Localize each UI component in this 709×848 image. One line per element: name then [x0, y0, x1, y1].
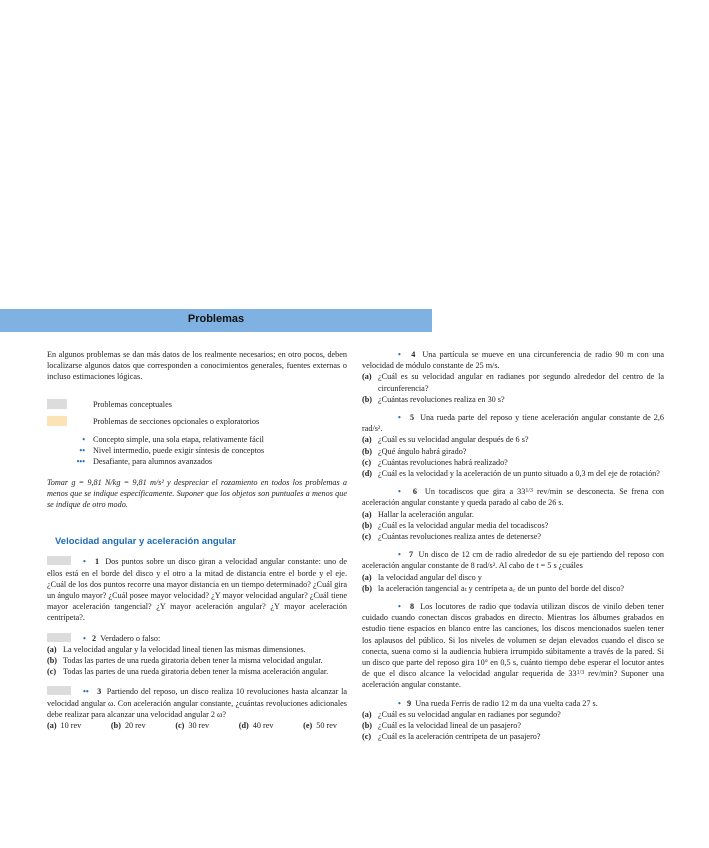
- problem-text: Una partícula se mueve en una circunferencia de radio 90 m con una velocidad de módulo constante de 25 m/s.: [362, 350, 665, 371]
- difficulty-dots: •: [83, 633, 86, 643]
- item-label: (c): [362, 457, 372, 467]
- section-banner: [0, 309, 432, 332]
- problem-text: Dos puntos sobre un disco giran a velocidad angular constante: uno de ellos está en el borde del disco y el otro a la mitad de distancia entre el borde y el eje. ¿Cuál de los dos puntos recorre una mayor distancia en un tiempo determinado? ¿Cuál gira un ángulo mayor? ¿Cuál posee mayor velocidad? ¿Y mayor velocidad angular? ¿Cuál tiene mayor aceleración tangencial? ¿Y mayor aceleración angular? ¿Y mayor aceleración centrípeta?.: [47, 557, 347, 623]
- fraction: 1/3: [576, 670, 585, 677]
- item-text: ¿Cuál es la velocidad angular media del tocadiscos?: [378, 520, 549, 530]
- conceptual-marker: [47, 686, 71, 695]
- problem-7: [362, 549, 664, 571]
- problem-number: 7: [408, 550, 414, 560]
- list-item: [362, 457, 664, 468]
- option: [239, 720, 274, 731]
- list-item: [362, 509, 664, 520]
- difficulty-dots: •: [398, 413, 401, 423]
- problem-3: [47, 686, 347, 720]
- level-dots: •: [82, 434, 85, 444]
- option: [111, 720, 146, 731]
- option-label: (e): [303, 721, 313, 731]
- difficulty-dots: •: [398, 487, 401, 497]
- item-text: ¿Cuál es la velocidad y la aceleración de un punto situado a 0,3 m del eje de rotación?: [378, 469, 660, 479]
- option: [303, 720, 337, 731]
- list-item: [362, 394, 664, 405]
- item-text: Todas las partes de una rueda giratoria deben tener la misma aceleración angular.: [63, 667, 329, 677]
- option-label: (a): [47, 721, 57, 731]
- item-text: ¿Qué ángulo habrá girado?: [378, 446, 467, 456]
- list-item: [47, 666, 347, 677]
- option-text: 10 rev: [60, 721, 82, 731]
- difficulty-dots: •: [398, 550, 401, 560]
- item-label: (b): [362, 583, 373, 593]
- difficulty-dots: •: [398, 350, 401, 359]
- answer-options: [47, 720, 337, 731]
- item-text: ¿Cuál es su velocidad angular después de 6 s?: [378, 435, 529, 445]
- list-item: [362, 468, 664, 479]
- item-text: ¿Cuál es su velocidad angular en radianes por segundo alrededor del centro de la circunferencia?: [378, 372, 664, 393]
- list-item: [362, 583, 664, 594]
- problem-text: Los locutores de radio que todavía utilizan discos de vinilo deben tener cuidado cuando conectan discos grabados en directo. Mientras los álbumes grabados en estudio tiene espacios en blanco entre las canciones, los discos mencionados suelen tener los aplausos del público. Si los niveles de volumen se dejan elevados cuando el disco se conecta, suena como si la audiencia hubiera irrumpido súbitamente a través de la pared. Si un disco que parte del reposo gira 10° en 0,5 s, cuánto tiempo debe esperar el locutor antes de que el disco alcance la velocidad angular requerida de 33: [362, 602, 664, 679]
- section-title: Velocidad angular y aceleración angular: [55, 536, 237, 548]
- item-text: la velocidad angular del disco y: [378, 572, 482, 582]
- problem-4: [362, 349, 664, 371]
- problem-text: rev/min? Suponer una aceleración angular constante.: [362, 669, 664, 690]
- level-row: [47, 434, 347, 445]
- difficulty-dots: •: [83, 557, 86, 567]
- problem-6: [362, 486, 664, 508]
- item-label: (a): [362, 372, 372, 382]
- conceptual-marker: [47, 556, 71, 565]
- list-item: [47, 655, 347, 666]
- item-label: (c): [362, 532, 372, 542]
- list-item: [362, 720, 664, 731]
- problem-number: 9: [407, 698, 412, 708]
- problem-8: [362, 601, 664, 691]
- problem-text: Verdadero o falso:: [100, 633, 161, 643]
- problem-5: [362, 412, 664, 434]
- item-label: (b): [362, 520, 373, 530]
- fraction: 1/3: [525, 488, 534, 495]
- problem-text: Una rueda Ferris de radio 12 m da una vuelta cada 27 s.: [415, 698, 598, 708]
- item-text: ¿Cuántas revoluciones habrá realizado?: [378, 457, 508, 467]
- option-text: 30 rev: [188, 721, 210, 731]
- level-row: [47, 456, 347, 467]
- legend-optional: [47, 413, 347, 430]
- legend-conceptual-label: Problemas conceptuales: [93, 399, 172, 409]
- option-text: 50 rev: [316, 721, 337, 731]
- left-column: [47, 349, 347, 731]
- yellow-swatch: [47, 416, 67, 426]
- list-item: [362, 446, 664, 457]
- level-dots: •••: [76, 456, 85, 466]
- intro-paragraph: En algunos problemas se dan más datos de los realmente necesarios; en otro pocos, deben localizarse algunos datos que corresponden a conocimientos generales, fuentes externas o incluso estimaciones lógicas.: [47, 350, 347, 382]
- level-dots: ••: [79, 445, 85, 455]
- item-text: ¿Cuál es su velocidad angular en radianes por segundo?: [378, 709, 561, 719]
- list-item: [362, 531, 664, 542]
- legend-conceptual: [47, 396, 347, 413]
- item-label: (c): [362, 732, 372, 742]
- level-text: Nivel intermedio, puede exigir síntesis de conceptos: [93, 445, 265, 455]
- problem-number: 2: [92, 633, 97, 643]
- conceptual-marker: [47, 633, 71, 642]
- problem-text: Una rueda parte del reposo y tiene aceleración angular constante de 2,6 rad/s².: [362, 413, 665, 434]
- item-text: La velocidad angular y la velocidad lineal tienen las mismas dimensiones.: [63, 644, 306, 654]
- legend-optional-label: Problemas de secciones opcionales o exploratorios: [93, 416, 260, 426]
- item-label: (b): [362, 394, 373, 404]
- level-text: Concepto simple, una sola etapa, relativamente fácil: [93, 434, 264, 444]
- item-text: ¿Cuál es la aceleración centrípeta de un pasajero?: [378, 732, 541, 742]
- problem-number: 8: [409, 602, 415, 612]
- item-label: (a): [47, 644, 57, 654]
- level-row: [47, 445, 347, 456]
- problem-2: [47, 633, 347, 644]
- item-text: ¿Cuántas revoluciones realiza antes de detenerse?: [378, 532, 541, 542]
- option-label: (d): [238, 721, 249, 731]
- problem-text: rev/min se desconecta. Se frena con aceleración angular constante y queda parado al cabo de 26 s.: [362, 487, 665, 508]
- list-item: [362, 572, 664, 583]
- item-label: (b): [362, 446, 373, 456]
- list-item: [362, 434, 664, 445]
- right-column: [362, 349, 664, 743]
- list-item: [362, 520, 664, 531]
- list-item: [362, 371, 664, 393]
- difficulty-dots: •: [398, 698, 401, 708]
- item-label: (b): [362, 721, 373, 731]
- problem-number: 3: [97, 687, 102, 697]
- problem-number: 1: [95, 557, 100, 567]
- option-text: 20 rev: [124, 721, 146, 731]
- problem-9: [362, 698, 664, 709]
- problem-number: 5: [409, 413, 415, 423]
- problem-text: Un disco de 12 cm de radio alrededor de su eje partiendo del reposo con aceleración angular constante de 8 rad/s². Al cabo de t = 5 s ¿cuáles: [362, 550, 665, 571]
- option-label: (c): [175, 721, 185, 731]
- list-item: [47, 644, 347, 655]
- level-text: Desafiante, para alumnos avanzados: [93, 456, 213, 466]
- list-item: [362, 709, 664, 720]
- problem-number: 4: [411, 350, 416, 359]
- problem-text: Partiendo del reposo, un disco realiza 10 revoluciones hasta alcanzar la velocidad angular ω. Con aceleración angular constante, ¿cuántas revoluciones adicionales debe realizar para alcanzar una velocidad angular 2 ω?: [47, 687, 348, 719]
- item-text: la aceleración tangencial aₜ y centrípeta a꜀ de un punto del borde del disco?: [378, 583, 625, 593]
- item-text: Hallar la aceleración angular.: [378, 509, 474, 519]
- problem-1: [47, 556, 347, 623]
- item-text: ¿Cuántas revoluciones realiza en 30 s?: [378, 394, 505, 404]
- difficulty-dots: •: [398, 602, 401, 612]
- item-label: (b): [47, 656, 58, 666]
- option: [47, 720, 81, 731]
- problem-number: 6: [412, 487, 417, 497]
- banner-title: Problemas: [187, 313, 245, 325]
- item-label: (a): [362, 572, 372, 582]
- problem-text: Un tocadiscos que gira a 33: [424, 487, 526, 497]
- list-item: [362, 731, 664, 742]
- item-label: (d): [362, 469, 373, 479]
- item-label: (a): [362, 509, 372, 519]
- item-text: Todas las partes de una rueda giratoria deben tener la misma velocidad angular.: [63, 656, 323, 666]
- item-label: (a): [362, 709, 372, 719]
- option-text: 40 rev: [252, 721, 274, 731]
- item-label: (a): [362, 435, 372, 445]
- instructions-note: Tomar g = 9,81 N/kg = 9,81 m/s² y despreciar el rozamiento en todos los problemas a menos que se indique específicamente. Suponer que los objetos son puntuales a menos que se indique de otro modo.: [47, 477, 347, 510]
- difficulty-dots: ••: [83, 687, 89, 697]
- item-text: ¿Cuál es la velocidad lineal de un pasajero?: [378, 721, 521, 731]
- gray-swatch: [47, 399, 67, 409]
- option-label: (b): [110, 721, 121, 731]
- item-label: (c): [47, 667, 57, 677]
- option: [175, 720, 209, 731]
